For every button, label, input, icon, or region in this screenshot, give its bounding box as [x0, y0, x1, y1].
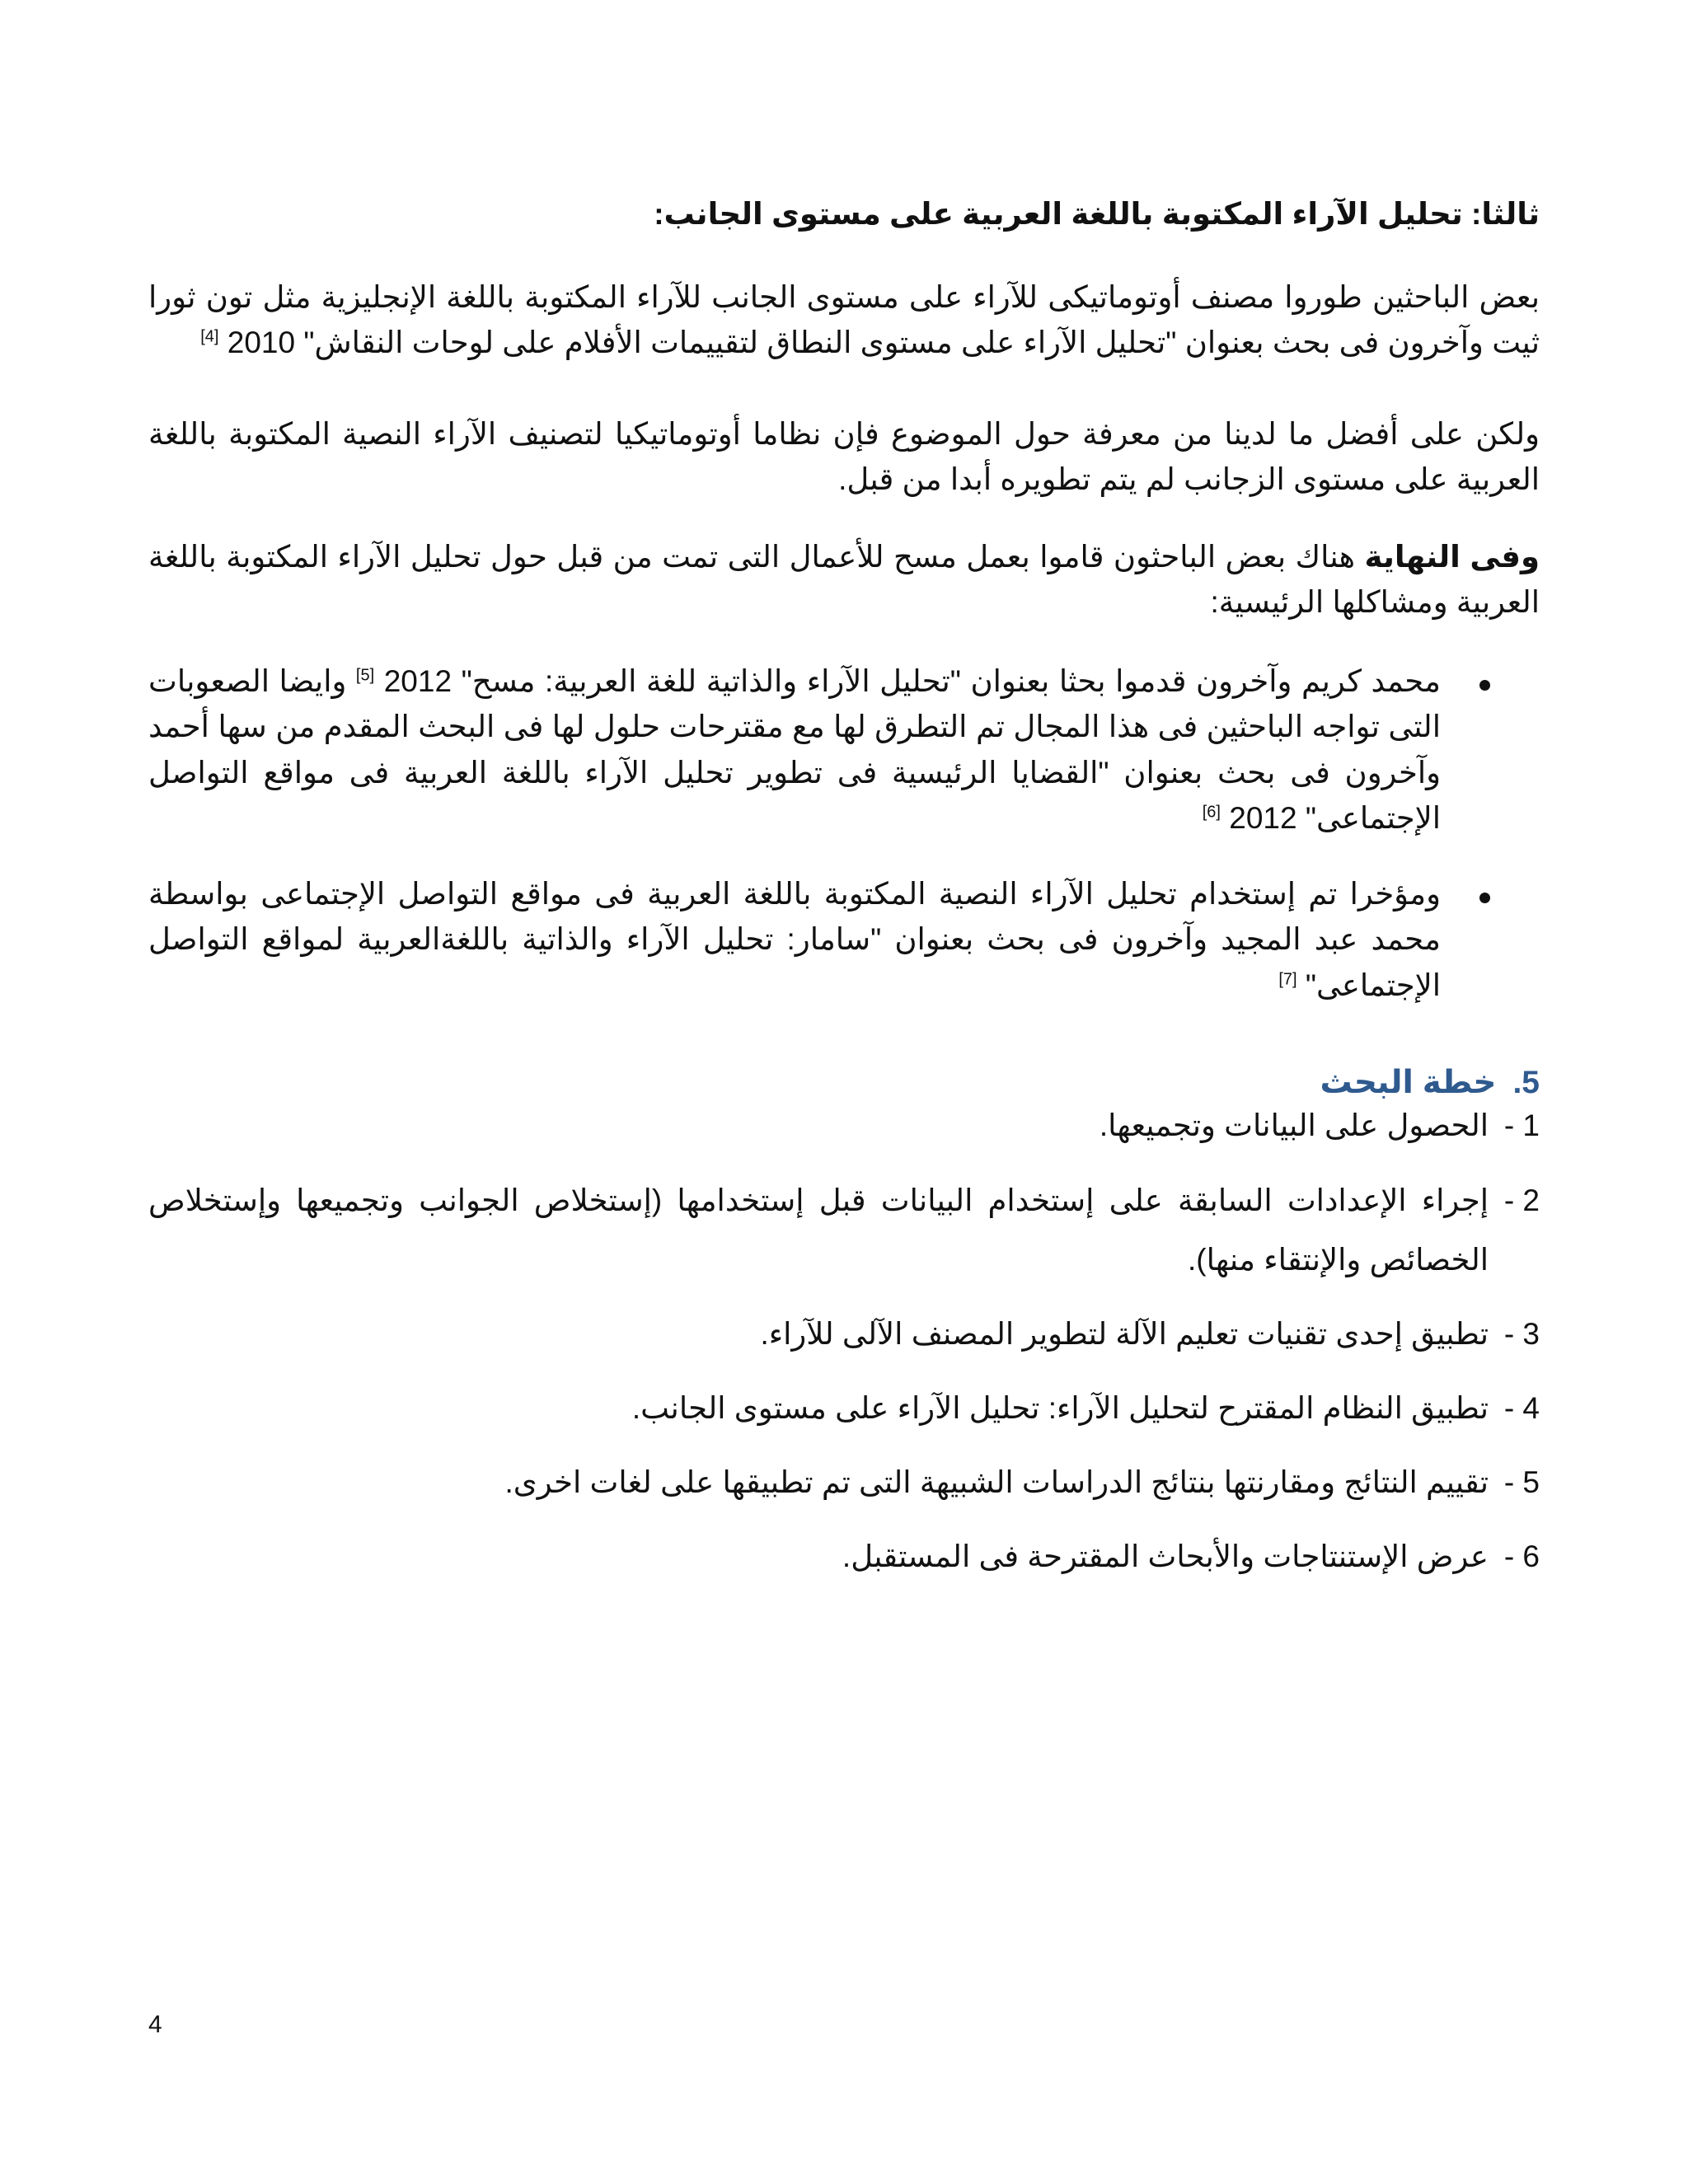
plan-item-number: 6 -: [1503, 1540, 1540, 1574]
plan-item-number: 4 -: [1503, 1391, 1540, 1425]
paragraph-2: ولكن على أفضل ما لدينا من معرفة حول الموضوع فإن نظاما أوتوماتيكيا لتصنيف الآراء النصية المكتوبة باللغة العربية على مستوى الزجانب لم يتم تطويره أبدا من قبل.: [148, 416, 1540, 497]
document-page: [148, 194, 1540, 1601]
plan-item: [148, 1453, 1540, 1512]
paragraph-1-text: بعض الباحثين طوروا مصنف أوتوماتيكى للآراء على مستوى الجانب للآراء المكتوبة باللغة الإنجليزية مثل تون ثورا ثيت وآخرون فى بحث بعنوان "تحليل الآراء على مستوى النطاق لتقييمات الأفلام على لوحات النقاش" 2010: [148, 279, 1540, 360]
page-number: 4: [148, 2011, 162, 2038]
plan-item-number: 2 -: [1503, 1183, 1540, 1217]
paragraph-3-bold: وفى النهاية: [1364, 539, 1540, 574]
section-heading: ثالثا: تحليل الآراء المكتوبة باللغة العربية على مستوى الجانب:: [654, 197, 1540, 231]
survey-bullet-list: [148, 658, 1540, 1009]
plan-item-number: 1 -: [1503, 1108, 1540, 1143]
citation-6: [6]: [1202, 804, 1221, 823]
plan-item-text: تقييم النتائج ومقارنتها بنتائج الدراسات الشبيهة التى تم تطبيقها على لغات اخرى.: [504, 1465, 1489, 1500]
plan-item: [148, 1305, 1540, 1364]
paragraph-3: [148, 534, 1540, 626]
plan-item-text: الحصول على البيانات وتجميعها.: [1099, 1108, 1489, 1143]
citation-7: [7]: [1278, 970, 1297, 989]
plan-item-number: 3 -: [1503, 1316, 1540, 1351]
plan-item: [148, 1171, 1540, 1290]
citation-5: [5]: [355, 666, 375, 685]
bullet-dot-icon: [1479, 680, 1490, 691]
plan-item: [148, 1379, 1540, 1438]
paragraph-3-text: هناك بعض الباحثون قاموا بعمل مسح للأعمال التى تمت من قبل حول تحليل الآراء المكتوبة باللغة العربية ومشاكلها الرئيسية:: [148, 539, 1540, 620]
plan-item-text: تطبيق النظام المقترح لتحليل الآراء: تحليل الآراء على مستوى الجانب.: [631, 1391, 1489, 1425]
section-number: 5.: [1512, 1064, 1540, 1100]
plan-item-text: عرض الإستنتاجات والأبحاث المقترحة فى المستقبل.: [842, 1540, 1489, 1574]
paragraph-1: [148, 274, 1540, 366]
bullet-item: [148, 658, 1540, 841]
bullet-text: ومؤخرا تم إستخدام تحليل الآراء النصية المكتوبة باللغة العربية فى مواقع التواصل الإجتماعى بواسطة محمد عبد المجيد وآخرون فى بحث بعنوان "سامار: تحليل الآراء والذاتية باللغةالعربية لمواقع التواصل الإجتماعى": [148, 876, 1441, 1002]
bullet-item: [148, 871, 1540, 1009]
bullet-text: محمد كريم وآخرون قدموا بحثا بعنوان "تحليل الآراء والذاتية للغة العربية: مسح" 2012: [374, 663, 1442, 698]
plan-item: [148, 1096, 1540, 1155]
research-plan-list: [148, 1096, 1540, 1586]
plan-item: [148, 1527, 1540, 1586]
bullet-dot-icon: [1479, 893, 1490, 903]
bullet-text: وايضا الصعوبات التى تواجه الباحثين فى هذا المجال تم التطرق لها مع مقترحات حلول لها فى البحث المقدم من سها أحمد وآخرون فى بحث بعنوان "القضايا الرئيسية فى تطوير تحليل الآراء باللغة العربية فى مواقع التواصل الإجتماعى" 2012: [148, 663, 1441, 836]
plan-item-text: إجراء الإعدادات السابقة على إستخدام البيانات قبل إستخدامها (إستخلاص الجوانب وتجميعها وإستخلاص الخصائص والإنتقاء منها).: [148, 1183, 1489, 1277]
plan-item-number: 5 -: [1503, 1465, 1540, 1500]
plan-item-text: تطبيق إحدى تقنيات تعليم الآلة لتطوير المصنف الآلى للآراء.: [760, 1316, 1489, 1351]
citation-4: [4]: [200, 328, 219, 347]
section-title: خطة البحث: [1320, 1065, 1497, 1101]
